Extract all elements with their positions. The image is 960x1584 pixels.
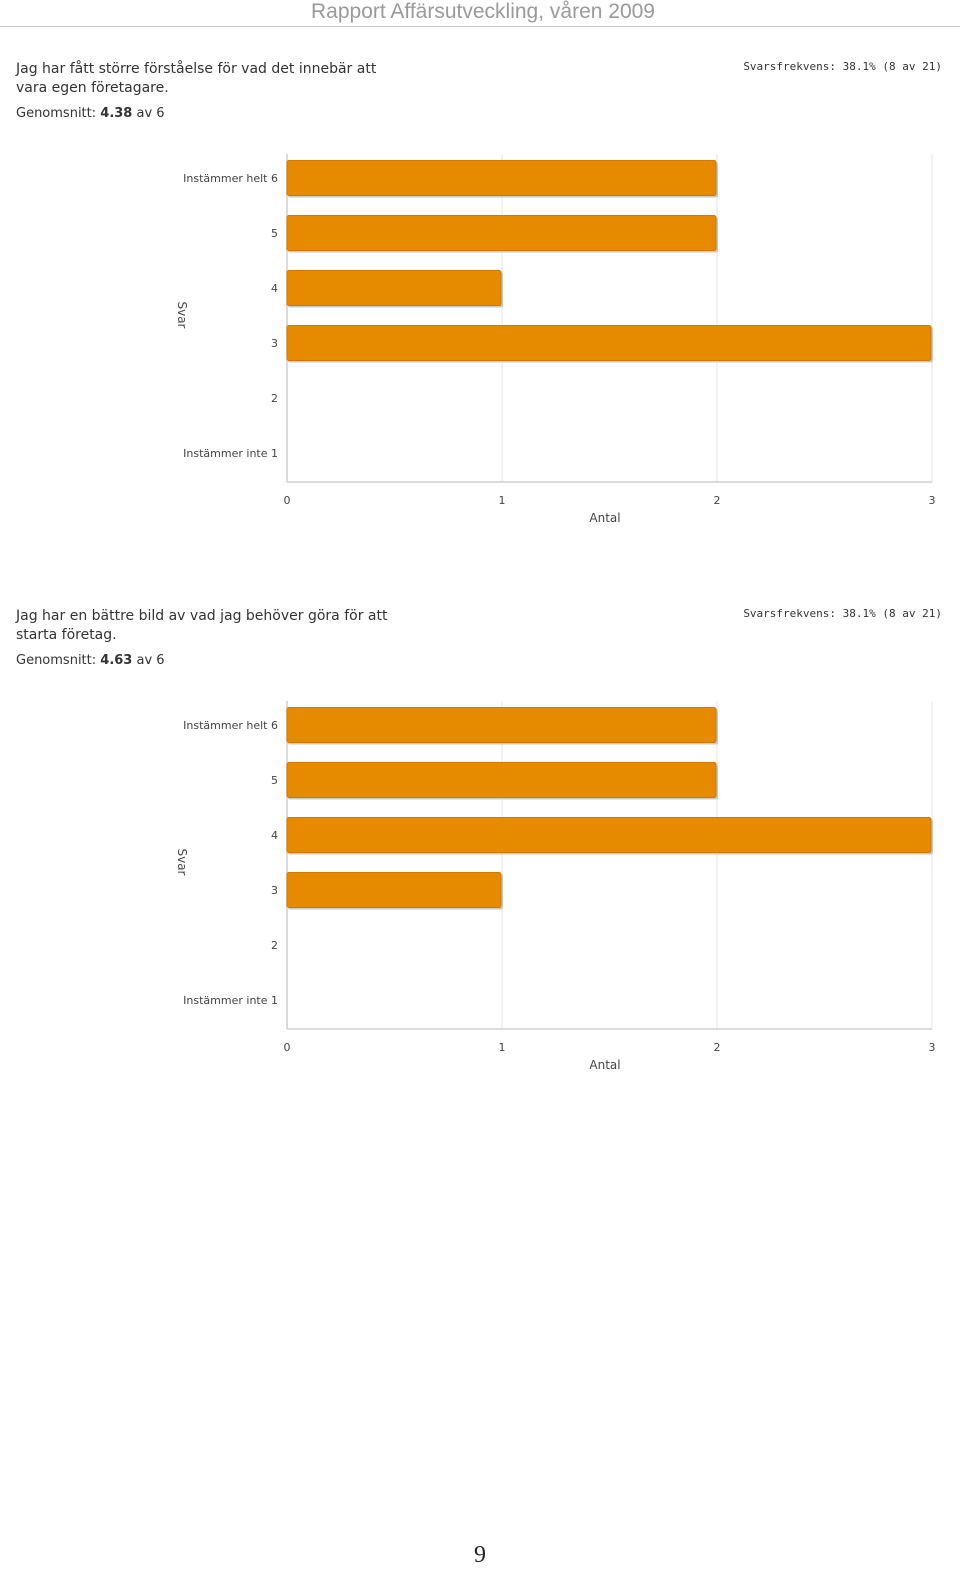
category-label: Instämmer helt 6: [183, 172, 278, 185]
question-text: Jag har fått större förståelse för vad det innebär att vara egen företagare.: [16, 61, 377, 96]
question-section-1: [0, 60, 960, 525]
average-value: 4.63: [100, 653, 133, 668]
category-label: Instämmer inte 1: [183, 994, 278, 1007]
response-rate: Svarsfrekvens: 38.1% (8 av 21): [743, 607, 942, 620]
question-section-2: [0, 607, 960, 1072]
average-suffix: av 6: [136, 106, 165, 121]
category-label: Instämmer helt 6: [183, 719, 278, 732]
average-value: 4.38: [100, 106, 133, 121]
x-tick-label: 0: [283, 494, 291, 507]
category-label: 4: [271, 282, 278, 295]
bar: [287, 818, 931, 853]
question-text: Jag har en bättre bild av vad jag behöver göra för att starta företag.: [16, 608, 388, 643]
bar: [287, 873, 501, 908]
category-label: 5: [271, 227, 278, 240]
page-header: [0, 0, 960, 27]
bar-chart: [0, 60, 960, 525]
bar-chart: [0, 607, 960, 1072]
bar: [287, 271, 501, 306]
x-tick-label: 2: [713, 494, 721, 507]
x-tick-label: 2: [713, 1041, 721, 1054]
average-label: Genomsnitt:: [16, 106, 97, 121]
x-axis-title: Antal: [589, 511, 621, 525]
x-tick-label: 3: [928, 494, 936, 507]
x-tick-label: 0: [283, 1041, 291, 1054]
x-tick-label: 1: [498, 494, 506, 507]
category-label: 4: [271, 829, 278, 842]
category-label: 2: [271, 939, 278, 952]
average-label: Genomsnitt:: [16, 653, 97, 668]
bar: [287, 216, 716, 251]
category-label: 3: [271, 884, 278, 897]
page-header-title: Rapport Affärsutveckling, våren 2009: [311, 0, 655, 23]
x-axis-title: Antal: [589, 1058, 621, 1072]
x-tick-label: 3: [928, 1041, 936, 1054]
x-tick-label: 1: [498, 1041, 506, 1054]
category-label: Instämmer inte 1: [183, 447, 278, 460]
response-rate: Svarsfrekvens: 38.1% (8 av 21): [743, 60, 942, 73]
bar: [287, 708, 716, 743]
bar: [287, 161, 716, 196]
category-label: 5: [271, 774, 278, 787]
page-number: 9: [474, 1542, 486, 1568]
y-axis-title: Svar: [175, 301, 189, 329]
bar: [287, 326, 931, 361]
y-axis-title: Svar: [175, 848, 189, 876]
average-suffix: av 6: [136, 653, 165, 668]
category-label: 2: [271, 392, 278, 405]
category-label: 3: [271, 337, 278, 350]
bar: [287, 763, 716, 798]
